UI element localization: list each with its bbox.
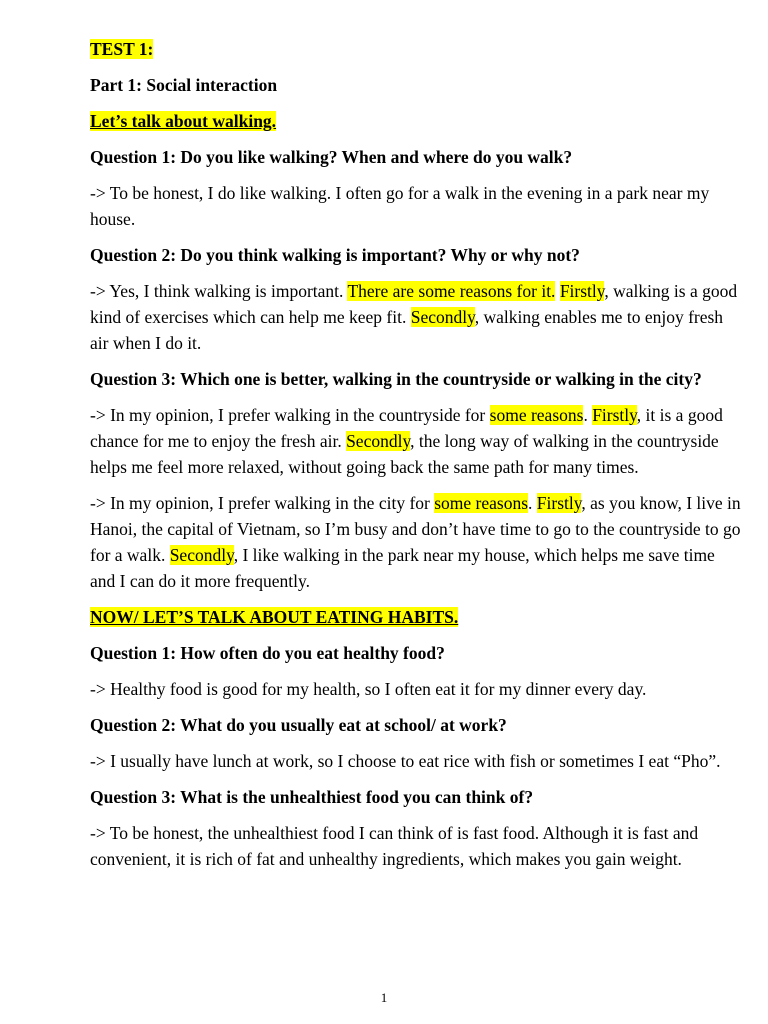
answer-walking-2: -> Yes, I think walking is important. There are some reasons for it. Firstly, walking is a good kind of exercises which can help me keep fit. Secondly, walking enables me to enjoy fresh air when I do it. (90, 281, 738, 353)
answer-walking-3b: -> In my opinion, I prefer walking in the city for some reasons. Firstly, as you know, I live in Hanoi, the capital of Vietnam, so I’m busy and don’t have time to go to the countryside to go for a walk. Secondly, I like walking in the park near my house, which helps me save time and I can do it more frequently. (90, 493, 741, 591)
section-heading-walking: Let’s talk about walking. (90, 111, 277, 131)
answer-eating-3: -> To be honest, the unhealthiest food I can think of is fast food. Although it is fast and convenient, it is rich of fat and unhealthy ingredients, which makes you gain weight. (90, 823, 699, 869)
highlight: Secondly (410, 307, 475, 327)
answer-walking-3a: -> In my opinion, I prefer walking in the countryside for some reasons. Firstly, it is a good chance for me to enjoy the fresh air. Secondly, the long way of walking in the countryside helps me feel more relaxed, without going back the same path for many times. (90, 405, 723, 477)
question-walking-2: Question 2: Do you think walking is important? Why or why not? (90, 245, 580, 265)
highlight: There are some reasons for it. (347, 281, 556, 301)
highlight: some reasons (489, 405, 584, 425)
answer-eating-1: -> Healthy food is good for my health, so I often eat it for my dinner every day. (90, 679, 647, 699)
highlight: Firstly (536, 493, 582, 513)
highlight: Secondly (346, 431, 411, 451)
highlight: Firstly (592, 405, 637, 425)
section-heading-eating: NOW/ LET’S TALK ABOUT EATING HABITS. (90, 607, 459, 627)
highlight: Firstly (559, 281, 605, 301)
question-eating-2: Question 2: What do you usually eat at school/ at work? (90, 715, 507, 735)
highlight: some reasons (434, 493, 529, 513)
question-walking-1: Question 1: Do you like walking? When and where do you walk? (90, 147, 573, 167)
page-number: 1 (380, 990, 388, 1005)
question-walking-3: Question 3: Which one is better, walking in the countryside or walking in the city? (90, 369, 702, 389)
document-body (90, 36, 744, 882)
highlight: Secondly (169, 545, 234, 565)
test-title: TEST 1: (90, 39, 154, 59)
answer-walking-1: -> To be honest, I do like walking. I often go for a walk in the evening in a park near my house. (90, 183, 710, 229)
question-eating-1: Question 1: How often do you eat healthy food? (90, 643, 445, 663)
part-title: Part 1: Social interaction (90, 75, 278, 95)
answer-eating-2: -> I usually have lunch at work, so I choose to eat rice with fish or sometimes I eat “Pho”. (90, 751, 721, 771)
question-eating-3: Question 3: What is the unhealthiest food you can think of? (90, 787, 534, 807)
